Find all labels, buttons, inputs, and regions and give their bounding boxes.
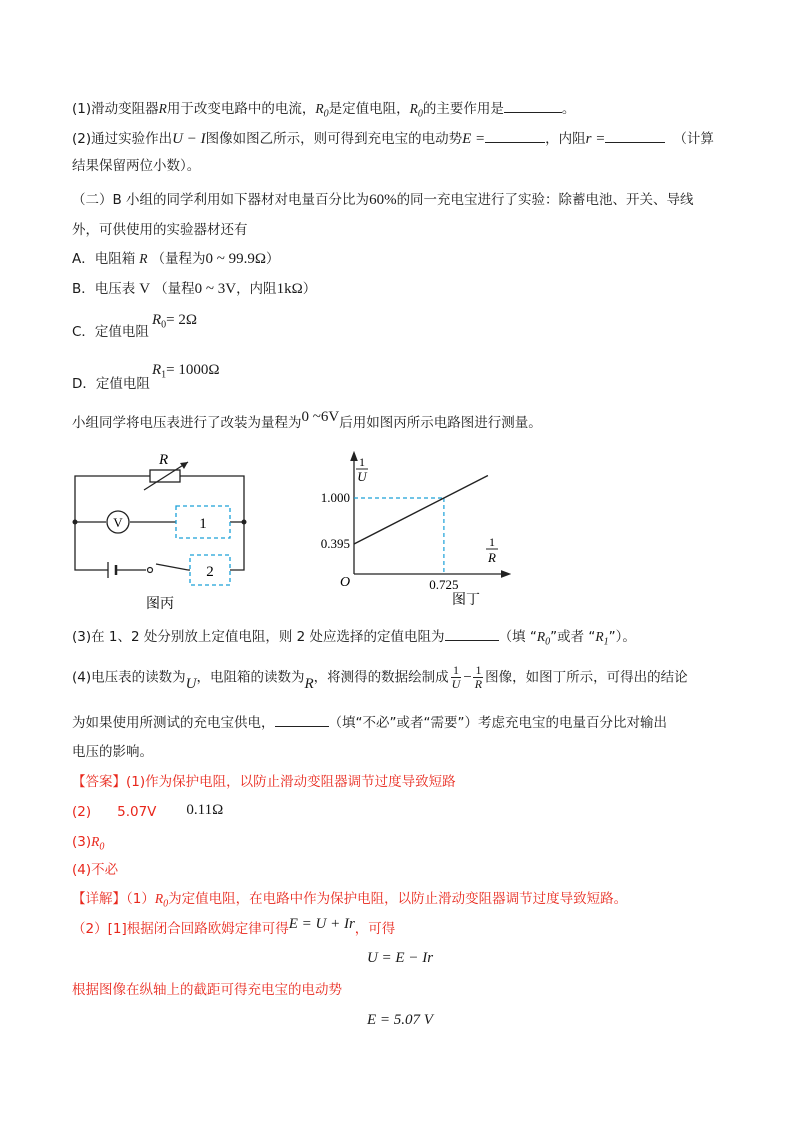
option-a-text: （量程为 (151, 251, 206, 267)
detail-line-2 (72, 916, 396, 939)
graph-caption: 图丁 (452, 592, 480, 608)
modify-text: 小组同学将电压表进行了改装为量程为 (72, 415, 302, 431)
symbol-r: R (139, 251, 148, 266)
q2-text: (2)通过实验作出 (72, 131, 173, 147)
answer-2-emf: 5.07V (117, 804, 157, 820)
symbol-r0: R (315, 101, 324, 116)
circuit-diagram (60, 448, 260, 618)
fraction-denominator: U (451, 677, 461, 691)
symbol-u: U (185, 675, 197, 692)
question-3 (72, 626, 636, 653)
detail-1-label: （1） (126, 891, 155, 907)
answer-tag: 【答案】 (72, 774, 126, 790)
detail-2-text: （2）[1]根据闭合回路欧姆定律可得 (72, 921, 289, 937)
answer-3-label: (3) (72, 834, 92, 850)
question-4 (72, 664, 688, 691)
q4-line2-text-2: （填“不必”或者“需要”）考虑充电宝的电量百分比对输出 (328, 715, 667, 731)
q1-text: (1)滑动变阻器 (72, 101, 159, 117)
q1-text-3: 是定值电阻， (328, 101, 410, 117)
part2-text-2: 的同一充电宝进行了实验：除蓄电池、开关、导线 (396, 192, 694, 208)
symbol-r0: R (154, 891, 164, 906)
answer-blank[interactable] (445, 626, 499, 641)
fraction-1-over-r (473, 664, 484, 691)
modify-range: 0 ~6V (301, 409, 340, 425)
subscript: 0 (163, 898, 169, 910)
answer-blank[interactable] (485, 128, 545, 143)
circuit-caption: 图丙 (146, 596, 174, 612)
equation-e-u-ir: E = U + Ir (288, 916, 355, 932)
symbol-r: R (158, 101, 167, 116)
modify-text-2: 后用如图丙所示电路图进行测量。 (339, 415, 542, 431)
option-b-range: 0 ~ 3V (194, 281, 237, 297)
q1-text-4: 的主要作用是 (422, 101, 504, 117)
q4-text-4: 图像，如图丁所示，可得出的结论 (485, 669, 688, 686)
subscript: 0 (323, 108, 329, 120)
symbol-r: R (152, 362, 162, 378)
option-b-close: ） (302, 281, 317, 297)
detail-line-1 (72, 889, 627, 915)
option-c-formula (152, 310, 197, 336)
percent-value: 60% (369, 192, 397, 208)
switch-contact (148, 568, 153, 573)
part2-line1 (72, 190, 694, 210)
answer-blank[interactable] (605, 128, 665, 143)
subscript: 0 (417, 108, 423, 120)
answer-blank[interactable] (275, 712, 329, 727)
answer-line-3 (72, 832, 104, 858)
y-label-numerator: 1 (359, 455, 365, 469)
equation-u-e-ir: U = E − Ir (366, 950, 434, 966)
symbol-r0: R (409, 101, 418, 116)
x-label-numerator: 1 (489, 535, 495, 549)
q3-text: (3)在 1、2 处分别放上定值电阻，则 2 处应选择的定值电阻为 (72, 629, 445, 645)
fraction-numerator: 1 (452, 663, 459, 677)
answer-line-4: (4)不必 (72, 862, 119, 878)
option-d-formula (152, 360, 220, 386)
option-d-value: = 1000Ω (166, 362, 220, 378)
q1-tail: 。 (561, 101, 576, 117)
q2-text-2: 图像如图乙所示，则可得到充电宝的电动势 (205, 131, 463, 147)
symbol-r0: R (536, 629, 546, 644)
q2-tail: （计算 (673, 131, 714, 147)
option-d: D．定值电阻 (72, 376, 150, 392)
x-label-denominator: R (488, 550, 496, 565)
q4-text: (4)电压表的读数为 (72, 669, 186, 686)
y-tick-label: 0.395 (320, 535, 350, 551)
option-b (72, 279, 316, 299)
answer-line-2 (72, 802, 223, 822)
fraction-numerator: 1 (475, 663, 482, 677)
modify-line (72, 409, 542, 433)
detail-line-3: 根据图像在纵轴上的截距可得充电宝的电动势 (72, 982, 342, 998)
option-b-text-2: ，内阻 (236, 281, 277, 297)
origin-label: O (340, 575, 351, 590)
math-r: r = (585, 131, 606, 147)
option-a-close: ） (266, 251, 280, 267)
detail-2-text-2: ，可得 (354, 921, 396, 937)
question-2 (72, 128, 714, 149)
question-2-line2: 结果保留两位小数）。 (72, 158, 201, 174)
option-a-range: 0 ~ 99.9Ω (205, 251, 267, 267)
detail-tag: 【详解】 (72, 891, 126, 907)
option-b-label: B．电压表 (72, 281, 136, 297)
q2-text-3: ，内阻 (545, 131, 586, 147)
q3-text-3: ”或者 “ (550, 629, 596, 645)
answer-1: (1)作为保护电阻，以防止滑动变阻器调节过度导致短路 (126, 774, 456, 790)
option-b-text: （量程 (154, 281, 195, 297)
q4-text-2: ，电阻箱的读数为 (196, 669, 305, 686)
question-1 (72, 98, 575, 125)
option-a (72, 249, 280, 269)
subscript: 1 (161, 369, 167, 381)
voltmeter-label: V (113, 515, 123, 530)
answer-2-label: (2) (72, 804, 92, 820)
fraction-denominator: R (474, 677, 483, 691)
q3-text-2: （填 “ (498, 629, 537, 645)
subscript: 0 (161, 319, 167, 331)
symbol-r1: R (595, 629, 604, 644)
symbol-r: R (152, 312, 162, 328)
subscript: 0 (99, 841, 105, 853)
x-tick-label: 0.725 (429, 577, 459, 592)
minus-sign: − (463, 669, 472, 686)
part2-text: （二）B 小组的同学利用如下器材对电量百分比为 (72, 192, 370, 208)
subscript: 1 (603, 636, 609, 648)
answer-blank[interactable] (504, 98, 562, 113)
y-label-denominator: U (357, 469, 367, 484)
graph (300, 448, 520, 618)
math-ui: U − I (172, 131, 206, 147)
option-c: C．定值电阻 (72, 324, 149, 340)
option-c-value: = 2Ω (166, 312, 198, 328)
slot-1-label: 1 (199, 516, 207, 532)
equation-emf: E = 5.07 V (367, 1012, 433, 1028)
symbol-v: V (139, 281, 151, 297)
math-e: E = (462, 131, 486, 147)
question-4-line2 (72, 712, 667, 733)
answer-line-1 (72, 772, 456, 792)
fraction-1-over-u (450, 664, 463, 691)
rheostat-label: R (159, 452, 169, 468)
option-a-label: A．电阻箱 (72, 251, 136, 267)
y-tick-label: 1.000 (320, 490, 350, 505)
question-4-line3: 电压的影响。 (72, 744, 153, 760)
series-line (354, 475, 488, 543)
q3-text-4: ”）。 (608, 629, 636, 645)
q1-text-2: 用于改变电路中的电流， (166, 101, 316, 117)
subscript: 0 (545, 636, 551, 648)
symbol-r0: R (91, 834, 100, 849)
option-b-resistance: 1kΩ (276, 281, 303, 297)
part2-line2: 外，可供使用的实验器材还有 (72, 222, 248, 238)
answer-2-resistance: 0.11Ω (186, 802, 224, 818)
slot-2-label: 2 (206, 564, 214, 580)
detail-1-text: 为定值电阻，在电路中作为保护电阻，以防止滑动变阻器调节过度导致短路。 (168, 891, 628, 907)
q4-text-3: ，将测得的数据绘制成 (313, 669, 449, 686)
symbol-r: R (304, 675, 314, 692)
q4-line2-text: 为如果使用所测试的充电宝供电， (72, 715, 275, 731)
